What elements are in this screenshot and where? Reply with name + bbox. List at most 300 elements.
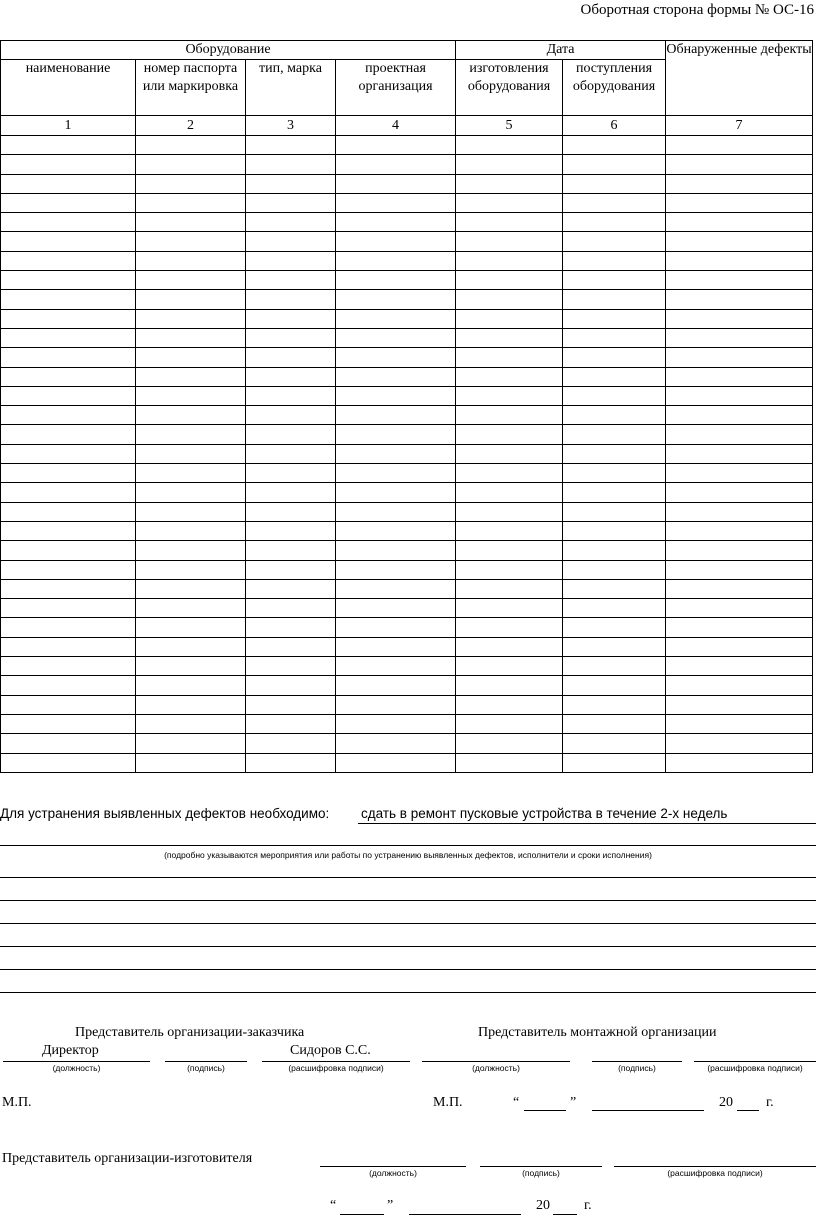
table-cell[interactable] xyxy=(246,695,336,714)
table-cell[interactable] xyxy=(336,290,456,309)
table-cell[interactable] xyxy=(666,367,813,386)
remedy-line[interactable] xyxy=(0,845,816,846)
table-row xyxy=(1,637,813,656)
table-cell[interactable] xyxy=(336,348,456,367)
table-cell[interactable] xyxy=(1,714,136,733)
table-cell[interactable] xyxy=(1,136,136,155)
table-cell[interactable] xyxy=(1,521,136,540)
table-cell[interactable] xyxy=(336,618,456,637)
table-cell[interactable] xyxy=(246,348,336,367)
table-cell[interactable] xyxy=(1,155,136,174)
table-cell[interactable] xyxy=(246,271,336,290)
table-row xyxy=(1,560,813,579)
passport-header: номер паспорта или маркировка xyxy=(136,60,246,116)
table-cell[interactable] xyxy=(456,155,563,174)
table-cell[interactable] xyxy=(246,637,336,656)
table-cell[interactable] xyxy=(456,348,563,367)
table-cell[interactable] xyxy=(666,136,813,155)
table-cell[interactable] xyxy=(563,251,666,270)
table-cell[interactable] xyxy=(136,579,246,598)
table-cell[interactable] xyxy=(456,657,563,676)
table-cell[interactable] xyxy=(666,464,813,483)
table-cell[interactable] xyxy=(1,618,136,637)
customer-position[interactable]: Директор xyxy=(42,1043,99,1058)
table-cell[interactable] xyxy=(136,734,246,753)
table-cell[interactable] xyxy=(1,367,136,386)
table-cell[interactable] xyxy=(136,483,246,502)
table-cell[interactable] xyxy=(336,193,456,212)
table-cell[interactable] xyxy=(666,714,813,733)
caption-decode: (расшифровка подписи) xyxy=(707,1063,803,1073)
table-cell[interactable] xyxy=(456,714,563,733)
column-number: 7 xyxy=(666,116,813,136)
table-cell[interactable] xyxy=(563,657,666,676)
caption-position: (должность) xyxy=(472,1063,520,1073)
table-cell[interactable] xyxy=(136,290,246,309)
table-cell[interactable] xyxy=(136,348,246,367)
table-cell[interactable] xyxy=(246,521,336,540)
table-cell[interactable] xyxy=(456,753,563,772)
table-cell[interactable] xyxy=(246,367,336,386)
table-cell[interactable] xyxy=(136,464,246,483)
table-cell[interactable] xyxy=(666,695,813,714)
date-year-line[interactable] xyxy=(553,1214,577,1215)
table-cell[interactable] xyxy=(456,213,563,232)
table-cell[interactable] xyxy=(563,599,666,618)
table-cell[interactable] xyxy=(246,193,336,212)
column-number: 1 xyxy=(1,116,136,136)
table-row xyxy=(1,618,813,637)
table-row xyxy=(1,657,813,676)
name-header: наименование xyxy=(1,60,136,116)
remedy-line[interactable] xyxy=(0,923,816,924)
table-cell[interactable] xyxy=(336,541,456,560)
table-cell[interactable] xyxy=(666,560,813,579)
table-cell[interactable] xyxy=(1,676,136,695)
table-cell[interactable] xyxy=(136,155,246,174)
table-cell[interactable] xyxy=(563,734,666,753)
table-cell[interactable] xyxy=(456,618,563,637)
table-cell[interactable] xyxy=(246,657,336,676)
table-cell[interactable] xyxy=(336,386,456,405)
table-cell[interactable] xyxy=(456,637,563,656)
table-row xyxy=(1,193,813,212)
table-cell[interactable] xyxy=(563,483,666,502)
table-cell[interactable] xyxy=(563,753,666,772)
type-header: тип, марка xyxy=(246,60,336,116)
project-org-header: проектная организация xyxy=(336,60,456,116)
table-cell[interactable] xyxy=(136,425,246,444)
table-row xyxy=(1,290,813,309)
caption-signature: (подпись) xyxy=(187,1063,225,1073)
table-cell[interactable] xyxy=(456,406,563,425)
table-cell[interactable] xyxy=(563,579,666,598)
table-cell[interactable] xyxy=(563,193,666,212)
table-cell[interactable] xyxy=(1,193,136,212)
table-cell[interactable] xyxy=(336,367,456,386)
table-cell[interactable] xyxy=(246,386,336,405)
table-cell[interactable] xyxy=(456,193,563,212)
table-cell[interactable] xyxy=(246,464,336,483)
table-cell[interactable] xyxy=(246,714,336,733)
form-title: Оборотная сторона формы № ОС-16 xyxy=(580,2,814,18)
table-cell[interactable] xyxy=(563,406,666,425)
table-cell[interactable] xyxy=(136,695,246,714)
table-cell[interactable] xyxy=(456,136,563,155)
table-row xyxy=(1,483,813,502)
remedy-line[interactable] xyxy=(0,946,816,947)
table-cell[interactable] xyxy=(136,193,246,212)
table-cell[interactable] xyxy=(136,444,246,463)
table-cell[interactable] xyxy=(666,483,813,502)
table-row xyxy=(1,251,813,270)
table-cell[interactable] xyxy=(563,502,666,521)
table-cell[interactable] xyxy=(336,695,456,714)
table-cell[interactable] xyxy=(136,657,246,676)
table-cell[interactable] xyxy=(456,444,563,463)
table-cell[interactable] xyxy=(1,309,136,328)
table-cell[interactable] xyxy=(666,271,813,290)
table-cell[interactable] xyxy=(136,386,246,405)
table-cell[interactable] xyxy=(136,251,246,270)
customer-signature-line[interactable] xyxy=(165,1061,247,1062)
table-cell[interactable] xyxy=(456,599,563,618)
table-cell[interactable] xyxy=(1,444,136,463)
date-day-line[interactable] xyxy=(524,1110,566,1111)
table-cell[interactable] xyxy=(246,213,336,232)
table-cell[interactable] xyxy=(336,425,456,444)
remedy-underline xyxy=(358,823,816,824)
table-cell[interactable] xyxy=(666,657,813,676)
table-cell[interactable] xyxy=(136,309,246,328)
remedy-label: Для устранения выявленных дефектов необходимо: xyxy=(0,806,330,821)
table-cell[interactable] xyxy=(456,290,563,309)
table-cell[interactable] xyxy=(136,502,246,521)
table-cell[interactable] xyxy=(456,560,563,579)
table-cell[interactable] xyxy=(246,155,336,174)
table-cell[interactable] xyxy=(563,174,666,193)
table-cell[interactable] xyxy=(246,290,336,309)
table-cell[interactable] xyxy=(246,753,336,772)
date-quote-open: “ xyxy=(513,1095,520,1110)
caption-position: (должность) xyxy=(52,1063,101,1073)
table-cell[interactable] xyxy=(246,406,336,425)
table-row xyxy=(1,464,813,483)
table-cell[interactable] xyxy=(666,174,813,193)
table-cell[interactable] xyxy=(136,271,246,290)
table-cell[interactable] xyxy=(1,599,136,618)
stamp-placeholder: М.П. xyxy=(2,1095,32,1110)
table-cell[interactable] xyxy=(456,232,563,251)
table-cell[interactable] xyxy=(563,328,666,347)
table-cell[interactable] xyxy=(136,406,246,425)
table-cell[interactable] xyxy=(666,290,813,309)
table-cell[interactable] xyxy=(666,541,813,560)
table-row xyxy=(1,753,813,772)
table-cell[interactable] xyxy=(666,155,813,174)
date-year-prefix: 20 xyxy=(719,1095,733,1110)
customer-name-line xyxy=(262,1061,410,1062)
table-cell[interactable] xyxy=(136,367,246,386)
table-cell[interactable] xyxy=(456,367,563,386)
table-cell[interactable] xyxy=(246,560,336,579)
table-cell[interactable] xyxy=(456,309,563,328)
table-cell[interactable] xyxy=(456,425,563,444)
table-cell[interactable] xyxy=(246,483,336,502)
table-cell[interactable] xyxy=(563,695,666,714)
table-cell[interactable] xyxy=(563,367,666,386)
table-row xyxy=(1,386,813,405)
table-cell[interactable] xyxy=(336,328,456,347)
table-cell[interactable] xyxy=(563,425,666,444)
table-cell[interactable] xyxy=(1,174,136,193)
table-cell[interactable] xyxy=(336,676,456,695)
table-cell[interactable] xyxy=(246,328,336,347)
installer-position-line[interactable] xyxy=(422,1061,570,1062)
table-cell[interactable] xyxy=(666,348,813,367)
table-cell[interactable] xyxy=(666,753,813,772)
table-cell[interactable] xyxy=(136,753,246,772)
table-cell[interactable] xyxy=(336,251,456,270)
table-cell[interactable] xyxy=(246,502,336,521)
table-cell[interactable] xyxy=(563,213,666,232)
table-cell[interactable] xyxy=(666,676,813,695)
table-cell[interactable] xyxy=(1,328,136,347)
table-cell[interactable] xyxy=(1,541,136,560)
table-cell[interactable] xyxy=(1,271,136,290)
table-cell[interactable] xyxy=(246,676,336,695)
table-cell[interactable] xyxy=(246,136,336,155)
table-cell[interactable] xyxy=(563,637,666,656)
table-cell[interactable] xyxy=(336,734,456,753)
table-cell[interactable] xyxy=(336,560,456,579)
table-cell[interactable] xyxy=(336,521,456,540)
table-cell[interactable] xyxy=(246,251,336,270)
table-cell[interactable] xyxy=(336,753,456,772)
table-cell[interactable] xyxy=(563,386,666,405)
table-cell[interactable] xyxy=(666,502,813,521)
table-cell[interactable] xyxy=(246,174,336,193)
table-cell[interactable] xyxy=(456,579,563,598)
column-number: 2 xyxy=(136,116,246,136)
table-cell[interactable] xyxy=(136,714,246,733)
table-cell[interactable] xyxy=(1,560,136,579)
table-cell[interactable] xyxy=(563,714,666,733)
table-cell[interactable] xyxy=(456,328,563,347)
table-cell[interactable] xyxy=(666,599,813,618)
table-cell[interactable] xyxy=(336,637,456,656)
table-cell[interactable] xyxy=(563,541,666,560)
table-cell[interactable] xyxy=(246,444,336,463)
table-cell[interactable] xyxy=(456,541,563,560)
table-cell[interactable] xyxy=(336,213,456,232)
table-cell[interactable] xyxy=(136,560,246,579)
table-cell[interactable] xyxy=(456,386,563,405)
table-cell[interactable] xyxy=(666,213,813,232)
date-day-line[interactable] xyxy=(340,1214,384,1215)
table-cell[interactable] xyxy=(456,502,563,521)
installer-name-line[interactable] xyxy=(694,1061,816,1062)
table-cell[interactable] xyxy=(336,444,456,463)
table-cell[interactable] xyxy=(336,174,456,193)
table-cell[interactable] xyxy=(1,695,136,714)
table-cell[interactable] xyxy=(336,136,456,155)
table-cell[interactable] xyxy=(456,695,563,714)
table-cell[interactable] xyxy=(136,637,246,656)
table-cell[interactable] xyxy=(563,232,666,251)
table-cell[interactable] xyxy=(246,734,336,753)
table-cell[interactable] xyxy=(136,541,246,560)
manufacturer-signature-line[interactable] xyxy=(480,1166,602,1167)
table-cell[interactable] xyxy=(336,579,456,598)
table-row xyxy=(1,174,813,193)
table-cell[interactable] xyxy=(246,232,336,251)
table-cell[interactable] xyxy=(336,714,456,733)
table-cell[interactable] xyxy=(666,386,813,405)
remedy-value[interactable]: сдать в ремонт пусковые устройства в течение 2-х недель xyxy=(361,806,728,821)
table-cell[interactable] xyxy=(563,136,666,155)
table-cell[interactable] xyxy=(136,136,246,155)
table-cell[interactable] xyxy=(456,174,563,193)
table-cell[interactable] xyxy=(666,521,813,540)
table-row xyxy=(1,155,813,174)
table-cell[interactable] xyxy=(456,464,563,483)
table-cell[interactable] xyxy=(456,521,563,540)
column-number: 3 xyxy=(246,116,336,136)
table-cell[interactable] xyxy=(1,502,136,521)
table-cell[interactable] xyxy=(1,213,136,232)
table-cell[interactable] xyxy=(563,444,666,463)
remedy-line[interactable] xyxy=(0,877,816,878)
table-cell[interactable] xyxy=(1,637,136,656)
table-cell[interactable] xyxy=(666,444,813,463)
table-cell[interactable] xyxy=(136,232,246,251)
table-cell[interactable] xyxy=(1,386,136,405)
manufacturer-position-line[interactable] xyxy=(320,1166,466,1167)
table-cell[interactable] xyxy=(563,676,666,695)
table-cell[interactable] xyxy=(666,734,813,753)
table-cell[interactable] xyxy=(563,309,666,328)
customer-name[interactable]: Сидоров С.С. xyxy=(290,1043,371,1058)
table-cell[interactable] xyxy=(246,541,336,560)
table-cell[interactable] xyxy=(136,174,246,193)
table-cell[interactable] xyxy=(1,232,136,251)
table-cell[interactable] xyxy=(136,618,246,637)
table-cell[interactable] xyxy=(1,483,136,502)
table-cell[interactable] xyxy=(666,251,813,270)
table-cell[interactable] xyxy=(666,232,813,251)
column-number: 6 xyxy=(563,116,666,136)
table-cell[interactable] xyxy=(336,232,456,251)
table-cell[interactable] xyxy=(666,637,813,656)
installer-signature-line[interactable] xyxy=(592,1061,682,1062)
table-cell[interactable] xyxy=(246,618,336,637)
date-year-line[interactable] xyxy=(737,1110,759,1111)
table-cell[interactable] xyxy=(666,618,813,637)
table-cell[interactable] xyxy=(666,579,813,598)
table-cell[interactable] xyxy=(666,328,813,347)
manufacturer-name-line[interactable] xyxy=(614,1166,816,1167)
table-cell[interactable] xyxy=(136,599,246,618)
table-cell[interactable] xyxy=(666,425,813,444)
table-cell[interactable] xyxy=(563,618,666,637)
table-cell[interactable] xyxy=(336,464,456,483)
table-cell[interactable] xyxy=(1,425,136,444)
remedy-line[interactable] xyxy=(0,969,816,970)
table-cell[interactable] xyxy=(563,521,666,540)
caption-decode: (расшифровка подписи) xyxy=(288,1063,384,1073)
table-cell[interactable] xyxy=(336,599,456,618)
table-cell[interactable] xyxy=(336,406,456,425)
table-cell[interactable] xyxy=(563,348,666,367)
table-cell[interactable] xyxy=(1,290,136,309)
table-cell[interactable] xyxy=(1,251,136,270)
table-cell[interactable] xyxy=(563,271,666,290)
table-row xyxy=(1,213,813,232)
date-month-line[interactable] xyxy=(409,1214,521,1215)
table-cell[interactable] xyxy=(1,464,136,483)
table-cell[interactable] xyxy=(246,309,336,328)
date-month-line[interactable] xyxy=(592,1110,704,1111)
table-cell[interactable] xyxy=(1,348,136,367)
table-cell[interactable] xyxy=(336,309,456,328)
table-row xyxy=(1,348,813,367)
table-cell[interactable] xyxy=(666,193,813,212)
table-cell[interactable] xyxy=(456,271,563,290)
date-quote-close: ” xyxy=(570,1095,577,1110)
table-cell[interactable] xyxy=(666,309,813,328)
table-cell[interactable] xyxy=(563,290,666,309)
table-row xyxy=(1,521,813,540)
table-cell[interactable] xyxy=(563,464,666,483)
table-cell[interactable] xyxy=(1,406,136,425)
table-cell[interactable] xyxy=(136,213,246,232)
table-cell[interactable] xyxy=(246,579,336,598)
table-cell[interactable] xyxy=(246,425,336,444)
date-quote-close: ” xyxy=(387,1198,394,1213)
table-cell[interactable] xyxy=(136,676,246,695)
table-cell[interactable] xyxy=(666,406,813,425)
table-cell[interactable] xyxy=(456,734,563,753)
table-cell[interactable] xyxy=(1,753,136,772)
table-cell[interactable] xyxy=(136,328,246,347)
caption-decode: (расшифровка подписи) xyxy=(667,1168,763,1178)
table-cell[interactable] xyxy=(336,502,456,521)
remedy-line[interactable] xyxy=(0,992,816,993)
table-row xyxy=(1,502,813,521)
table-cell[interactable] xyxy=(456,676,563,695)
customer-rep-title: Представитель организации-заказчика xyxy=(75,1025,305,1040)
table-cell[interactable] xyxy=(1,734,136,753)
stamp-placeholder: М.П. xyxy=(433,1095,463,1110)
table-cell[interactable] xyxy=(456,483,563,502)
remedy-line[interactable] xyxy=(0,900,816,901)
table-cell[interactable] xyxy=(246,599,336,618)
table-cell[interactable] xyxy=(456,251,563,270)
table-cell[interactable] xyxy=(136,521,246,540)
table-cell[interactable] xyxy=(336,271,456,290)
table-cell[interactable] xyxy=(1,657,136,676)
table-cell[interactable] xyxy=(1,579,136,598)
table-cell[interactable] xyxy=(563,155,666,174)
manufacture-date-header: изготовления оборудования xyxy=(456,60,563,116)
table-cell[interactable] xyxy=(563,560,666,579)
table-cell[interactable] xyxy=(336,155,456,174)
table-cell[interactable] xyxy=(336,657,456,676)
table-row xyxy=(1,367,813,386)
manufacturer-rep-title: Представитель организации-изготовителя xyxy=(2,1151,253,1166)
table-cell[interactable] xyxy=(336,483,456,502)
